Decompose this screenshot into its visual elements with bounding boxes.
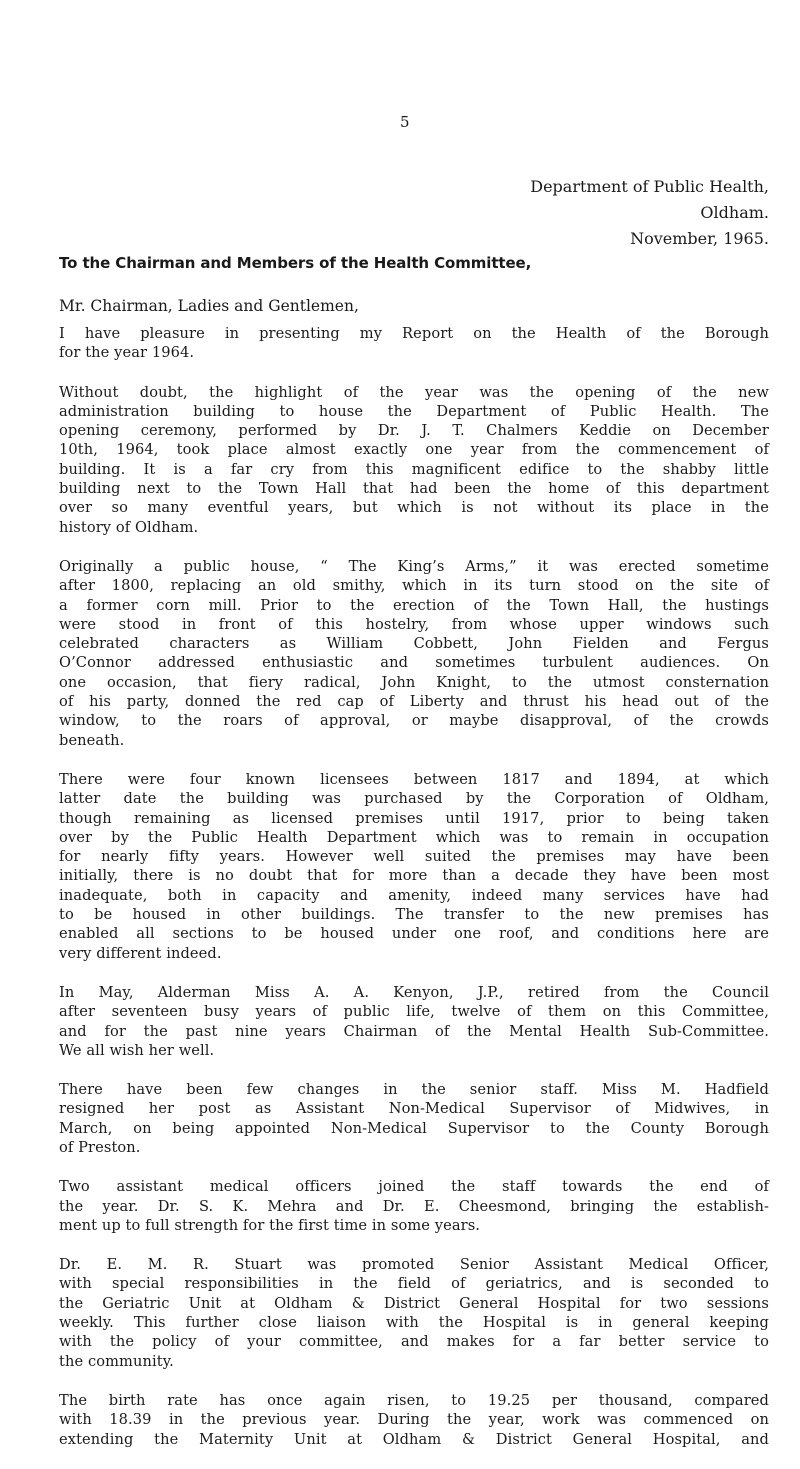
paragraph-line: over by the Public Health Department which was to remain in occupation (59, 828, 769, 846)
paragraph-line: administration building to house the Department of Public Health. The (59, 402, 769, 420)
paragraph-line: There have been few changes in the senior staff. Miss M. Hadfield (59, 1081, 769, 1099)
paragraph-line: Two assistant medical officers joined the staff towards the end of (59, 1178, 769, 1196)
paragraph-line: over so many eventful years, but which is not without its place in the (59, 499, 769, 517)
paragraph-line: Without doubt, the highlight of the year was the opening of the new (59, 383, 769, 401)
paragraph-line: resigned her post as Assistant Non-Medical Supervisor of Midwives, in (59, 1100, 769, 1118)
paragraph-line: weekly. This further close liaison with the Hospital is in general keeping (59, 1314, 769, 1332)
paragraph-line: extending the Maternity Unit at Oldham & District General Hospital, and (59, 1430, 769, 1448)
paragraph-line: The birth rate has once again risen, to 19.25 per thousand, compared (59, 1391, 769, 1409)
paragraph-line: opening ceremony, performed by Dr. J. T. Chalmers Keddie on December (59, 422, 769, 440)
page-number: 5 (400, 113, 410, 131)
paragraph-line: with the policy of your committee, and makes for a far better service to (59, 1333, 769, 1351)
paragraph-line: though remaining as licensed premises until 1917, prior to being taken (59, 809, 769, 827)
paragraph-line: building next to the Town Hall that had been the home of this department (59, 480, 769, 498)
paragraph-line: the year. Dr. S. K. Mehra and Dr. E. Cheesmond, bringing the establish- (59, 1197, 769, 1215)
address-line-date: November, 1965. (630, 229, 769, 248)
paragraph (59, 1177, 769, 1235)
paragraph-line: very different indeed. (59, 944, 222, 962)
paragraph-line: the Geriatric Unit at Oldham & District General Hospital for two sessions (59, 1294, 769, 1312)
report-body (59, 324, 769, 1469)
paragraph-line: after 1800, replacing an old smithy, which in its turn stood on the site of (59, 577, 769, 595)
paragraph-line: ment up to full strength for the first time in some years. (59, 1216, 481, 1234)
paragraph-line: with special responsibilities in the field of geriatrics, and is seconded to (59, 1275, 769, 1293)
paragraph-line: a former corn mill. Prior to the erection of the Town Hall, the hustings (59, 596, 769, 614)
address-line-town: Oldham. (700, 203, 769, 222)
paragraph-line: O’Connor addressed enthusiastic and sometimes turbulent audiences. On (59, 654, 769, 672)
paragraph (59, 383, 769, 537)
paragraph-line: celebrated characters as William Cobbett, John Fielden and Fergus (59, 635, 769, 653)
paragraph-line: the community. (59, 1352, 174, 1370)
paragraph-line: We all wish her well. (59, 1041, 215, 1059)
paragraph-line: There were four known licensees between 1817 and 1894, at which (59, 770, 769, 788)
paragraph-line: of his party, donned the red cap of Liberty and thrust his head out of the (59, 693, 769, 711)
paragraph (59, 1391, 769, 1449)
paragraph-line: inadequate, both in capacity and amenity, indeed many services have had (59, 886, 769, 904)
paragraph-line: one occasion, that fiery radical, John Knight, to the utmost consternation (59, 673, 769, 691)
address-line-department: Department of Public Health, (530, 177, 769, 196)
paragraph (59, 324, 769, 363)
paragraph (59, 1080, 769, 1157)
paragraph (59, 557, 769, 750)
paragraph-line: In May, Alderman Miss A. A. Kenyon, J.P., retired from the Council (59, 983, 769, 1001)
paragraph-line: 10th, 1964, took place almost exactly one year from the commencement of (59, 441, 769, 459)
paragraph-line: and for the past nine years Chairman of the Mental Health Sub-Committee. (59, 1022, 769, 1040)
paragraph-line: after seventeen busy years of public life, twelve of them on this Committee, (59, 1003, 769, 1021)
paragraph (59, 983, 769, 1060)
paragraph-line: enabled all sections to be housed under one roof, and conditions here are (59, 925, 769, 943)
paragraph-line: I have pleasure in presenting my Report on the Health of the Borough (59, 325, 769, 342)
paragraph (59, 770, 769, 963)
salutation: Mr. Chairman, Ladies and Gentlemen, (59, 297, 359, 315)
paragraph-line: for nearly fifty years. However well suited the premises may have been (59, 848, 769, 866)
paragraph-line: for the year 1964. (59, 344, 195, 362)
paragraph-line: March, on being appointed Non-Medical Supervisor to the County Borough (59, 1119, 769, 1137)
paragraph-line: Dr. E. M. R. Stuart was promoted Senior Assistant Medical Officer, (59, 1256, 769, 1274)
paragraph-line: to be housed in other buildings. The transfer to the new premises has (59, 906, 769, 924)
paragraph-line: initially, there is no doubt that for more than a decade they have been most (59, 867, 769, 885)
paragraph-line: window, to the roars of approval, or maybe disapproval, of the crowds (59, 712, 769, 730)
paragraph-line: building. It is a far cry from this magnificent edifice to the shabby little (59, 460, 769, 478)
paragraph-line: were stood in front of this hostelry, from whose upper windows such (59, 615, 769, 633)
paragraph (59, 1255, 769, 1371)
paragraph-line: latter date the building was purchased by the Corporation of Oldham, (59, 790, 769, 808)
sender-address (530, 174, 769, 252)
paragraph-line: with 18.39 in the previous year. During the year, work was commenced on (59, 1411, 769, 1429)
paragraph-line: history of Oldham. (59, 518, 199, 536)
paragraph-line: Originally a public house, “ The King’s Arms,” it was erected sometime (59, 557, 769, 575)
paragraph-line: of Preston. (59, 1138, 141, 1156)
addressee-heading: To the Chairman and Members of the Health Committee, (59, 254, 532, 272)
paragraph-line: beneath. (59, 731, 125, 749)
